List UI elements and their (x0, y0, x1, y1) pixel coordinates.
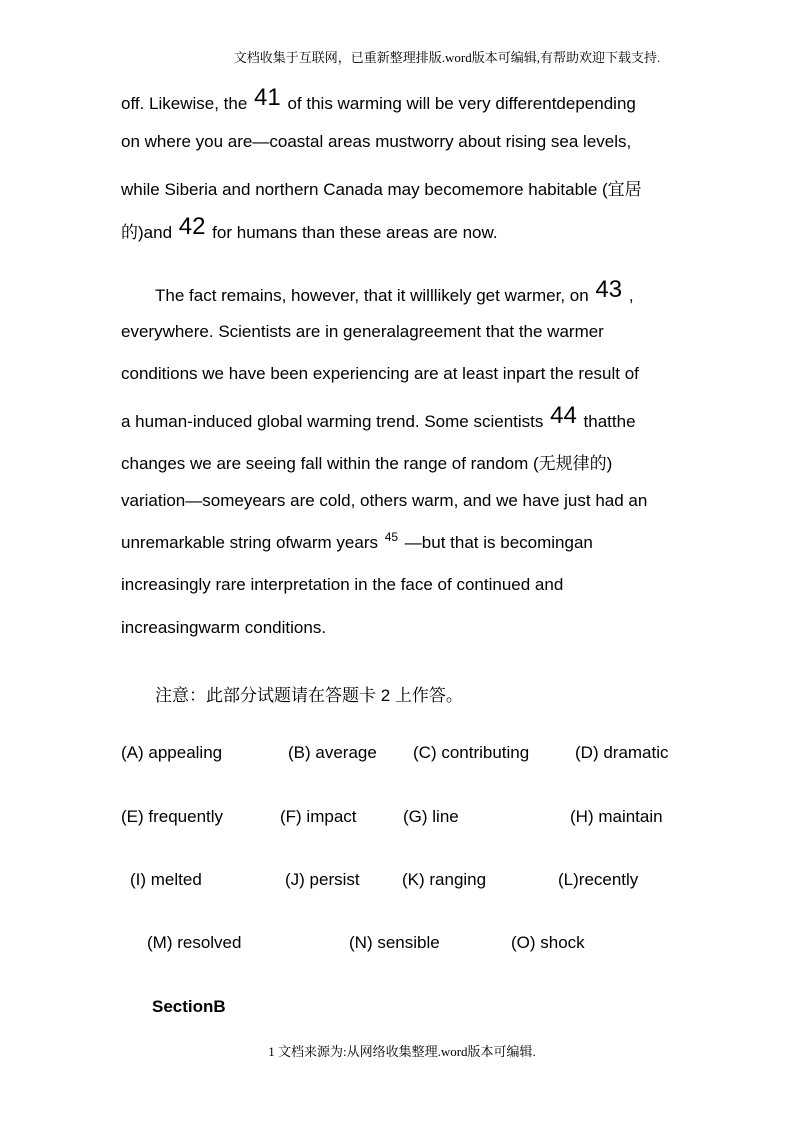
section-title: SectionB (152, 997, 226, 1016)
passage-line: conditions we have been experiencing are at least inpart the result of (121, 364, 639, 383)
passage-text: for humans than these areas are now. (207, 223, 498, 242)
passage-line (121, 530, 593, 553)
passage-line (121, 402, 636, 434)
passage-text: a human-induced global warming trend. Some scientists (121, 412, 549, 431)
blank-43: 43 (595, 276, 623, 303)
passage-line: increasingwarm conditions. (121, 618, 327, 637)
passage-text: The fact remains, however, that it willlikely get warmer, on (155, 286, 594, 305)
page-footer: 1 文档来源为:从网络收集整理.word版本可编辑. (268, 1044, 536, 1059)
passage-text: , (624, 286, 634, 305)
passage-line (155, 276, 634, 308)
passage-text: off. Likewise, the (121, 94, 253, 113)
option-o: (O) shock (511, 933, 585, 952)
option-c: (C) contributing (413, 743, 530, 762)
option-d: (D) dramatic (575, 743, 669, 762)
instruction: 注意：此部分试题请在答题卡 2 上作答。 (155, 686, 463, 705)
passage-line (121, 213, 498, 245)
passage-line: everywhere. Scientists are in generalagreement that the warmer (121, 322, 604, 341)
option-e: (E) frequently (121, 807, 224, 826)
passage-line: variation—someyears are cold, others warm, and we have just had an (121, 491, 648, 510)
passage-text: —but that is becomingan (400, 533, 593, 552)
option-a: (A) appealing (121, 743, 223, 762)
passage-line (121, 84, 636, 116)
passage-line: while Siberia and northern Canada may becomemore habitable (宜居 (121, 180, 642, 199)
blank-45: 45 (384, 530, 399, 544)
option-g: (G) line (403, 807, 459, 826)
passage-text: unremarkable string ofwarm years (121, 533, 383, 552)
option-b: (B) average (288, 743, 377, 762)
passage-line: changes we are seeing fall within the range of random (无规律的) (121, 454, 613, 473)
passage-text: 的)and (121, 223, 177, 242)
option-h: (H) maintain (570, 807, 663, 826)
blank-44: 44 (550, 402, 577, 429)
option-i: (I) melted (130, 870, 202, 889)
passage-text: thatthe (578, 412, 636, 431)
blank-41: 41 (254, 84, 281, 111)
passage-line: increasingly rare interpretation in the face of continued and (121, 575, 564, 594)
option-j: (J) persist (285, 870, 360, 889)
passage-line: on where you are—coastal areas mustworry about rising sea levels, (121, 132, 632, 151)
option-m: (M) resolved (147, 933, 242, 952)
passage-text: of this warming will be very differentdepending (282, 94, 636, 113)
option-n: (N) sensible (349, 933, 440, 952)
option-k: (K) ranging (402, 870, 487, 889)
option-f: (F) impact (280, 807, 357, 826)
blank-42: 42 (178, 213, 206, 240)
option-l: (L)recently (558, 870, 639, 889)
page-header: 文档收集于互联网，已重新整理排版.word版本可编辑,有帮助欢迎下载支持. (233, 50, 661, 65)
